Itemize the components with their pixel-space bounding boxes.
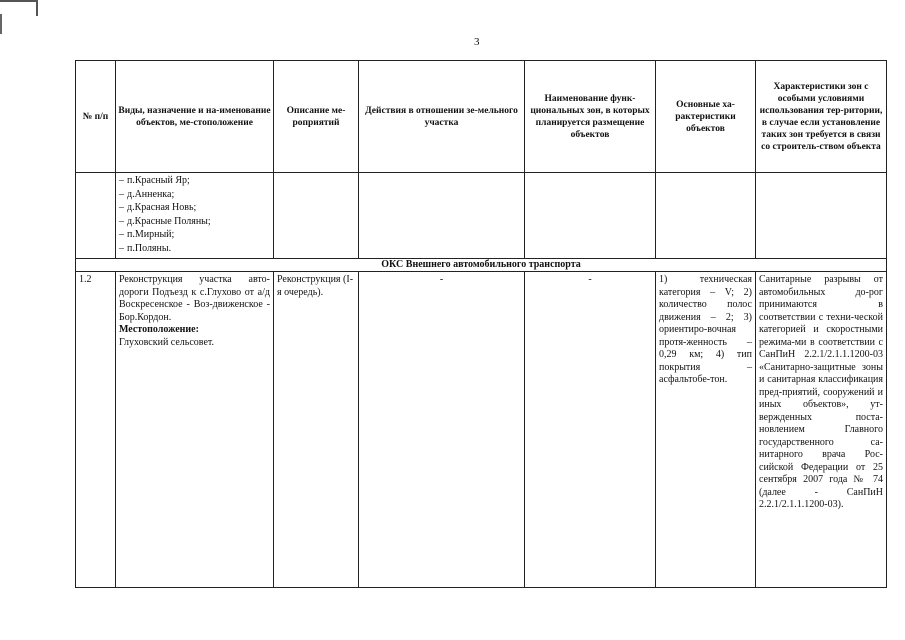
header-special-zones: Характеристики зон с особыми условиями использования тер-ритории, в случае если установление таких зон требуется в связи со строитель-ством объекта — [756, 61, 887, 173]
header-object-name: Виды, назначение и на-именование объектов, ме-стоположение — [116, 61, 274, 173]
section-row — [76, 259, 887, 272]
description-cell: Реконструкция (I-я очередь). — [274, 272, 359, 588]
list-item: – п.Красный Яр; — [119, 175, 270, 189]
scan-edge-line — [0, 14, 2, 34]
location-value: Глуховский сельсовет. — [119, 336, 215, 348]
header-land-actions: Действия в отношении зе-мельного участка — [359, 61, 525, 173]
land-actions-cell: - — [359, 272, 525, 588]
places-cell — [116, 173, 274, 259]
continuation-row — [76, 173, 887, 259]
list-item: – п.Мирный; — [119, 229, 270, 243]
list-item: – д.Красные Поляны; — [119, 216, 270, 230]
list-item: – п.Поляны. — [119, 243, 270, 257]
object-name-cell — [116, 272, 274, 588]
header-characteristics: Основные ха-рактеристики объектов — [656, 61, 756, 173]
list-item: – д.Красная Новь; — [119, 202, 270, 216]
characteristics-cell: 1) техническая категория – V; 2) количество полос движения – 2; 3) ориентиро-вочная протя-женность – 0,29 км; 4) тип покрытия – асфальтобе-тон. — [656, 272, 756, 588]
scan-corner-mark — [0, 0, 38, 16]
object-name: Реконструкция участка авто-дороги Подъезд к с.Глухово от а/д Воскресенское - Воз-движенское - Бор.Кордон. — [119, 274, 270, 323]
header-description: Описание ме-роприятий — [274, 61, 359, 173]
places-list — [119, 175, 270, 256]
list-item: – д.Анненка; — [119, 189, 270, 203]
table-row — [76, 272, 887, 588]
section-title: ОКС Внешнего автомобильного транспорта — [76, 259, 887, 272]
header-functional-zones: Наименование функ-циональных зон, в которых планируется размещение объектов — [525, 61, 656, 173]
objects-table — [75, 60, 887, 588]
zones-cell: - — [525, 272, 656, 588]
table-header-row — [76, 61, 887, 173]
special-zones-cell: Санитарные разрывы от автомобильных до-рог принимаются в соответствии с техни-ческой категорией и скоростными режима-ми в соответствии с СанПиН 2.2.1/2.1.1.1200-03 «Санитарно-защитные зоны и санитарная классификация пред-приятий, сооружений и иных объектов», ут-вержденных поста-новлением Главного государственного са-нитарного врача Рос-сийской Федерации от 25 сентября 2007 года № 74 (далее - СанПиН 2.2.1/2.1.1.1200-03). — [756, 272, 887, 588]
row-number: 1.2 — [76, 272, 116, 588]
location-label: Местоположение: — [119, 324, 199, 335]
page-number: 3 — [474, 36, 480, 48]
header-number: № п/п — [76, 61, 116, 173]
